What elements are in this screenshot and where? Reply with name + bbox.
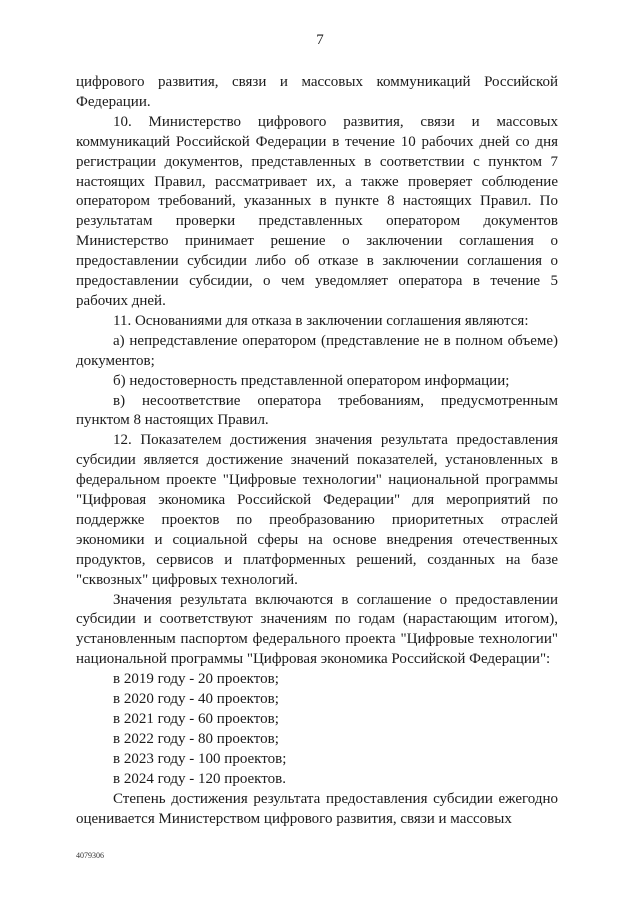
paragraph-result-values: Значения результата включаются в соглашение о предоставлении субсидии и соответствуют значениям по годам (нарастающим итогом), установленным паспортом федерального проекта "Цифровые технологии" национальной программы "Цифровая экономика Российской Федерации": (76, 591, 558, 668)
year-target-2020: в 2020 году - 40 проектов; (113, 691, 279, 708)
paragraph-achievement-degree: Степень достижения результата предоставления субсидии ежегодно оценивается Министерством цифрового развития, связи и массовых (76, 790, 558, 827)
paragraph-clause-11a: а) непредставление оператором (представление не в полном объеме) документов; (76, 332, 558, 369)
paragraph-clause-11b: б) недостоверность представленной оператором информации; (113, 372, 510, 389)
document-code: 4079306 (76, 851, 104, 860)
document-body (76, 73, 558, 829)
paragraph-clause-11c: в) несоответствие оператора требованиям, предусмотренным пунктом 8 настоящих Правил. (76, 392, 558, 429)
paragraph-clause-10: 10. Министерство цифрового развития, связи и массовых коммуникаций Российской Федерации в течение 10 рабочих дней со дня регистрации документов, представленных в соответствии с пунктом 7 настоящих Правил, рассматривает их, а также проверяет соблюдение оператором требований, указанных в пункте 8 настоящих Правил. По результатам проверки представленных оператором документов Министерство принимает решение о заключении соглашения о предоставлении субсидии либо об отказе в заключении соглашения о предоставлении субсидии, о чем уведомляет оператора в течение 5 рабочих дней. (76, 113, 558, 309)
year-target-2024: в 2024 году - 120 проектов. (113, 770, 286, 787)
paragraph-clause-11: 11. Основаниями для отказа в заключении соглашения являются: (113, 312, 529, 329)
paragraph-clause-12: 12. Показателем достижения значения результата предоставления субсидии является достижение значений показателей, установленных в федеральном проекте "Цифровые технологии" национальной программы "Цифровая экономика Российской Федерации" для мероприятий по поддержке проектов по преобразованию приоритетных отраслей экономики и социальной сферы на основе внедрения отечественных продуктов, сервисов и платформенных решений, созданных на базе "сквозных" цифровых технологий. (76, 432, 558, 588)
paragraph-continuation: цифрового развития, связи и массовых коммуникаций Российской Федерации. (76, 74, 558, 110)
year-target-2021: в 2021 году - 60 проектов; (113, 711, 279, 727)
year-target-2019: в 2019 году - 20 проектов; (113, 671, 279, 688)
page-number: 7 (316, 32, 324, 48)
year-target-2022: в 2022 году - 80 проектов; (113, 730, 279, 747)
year-target-2023: в 2023 году - 100 проектов; (113, 750, 287, 767)
